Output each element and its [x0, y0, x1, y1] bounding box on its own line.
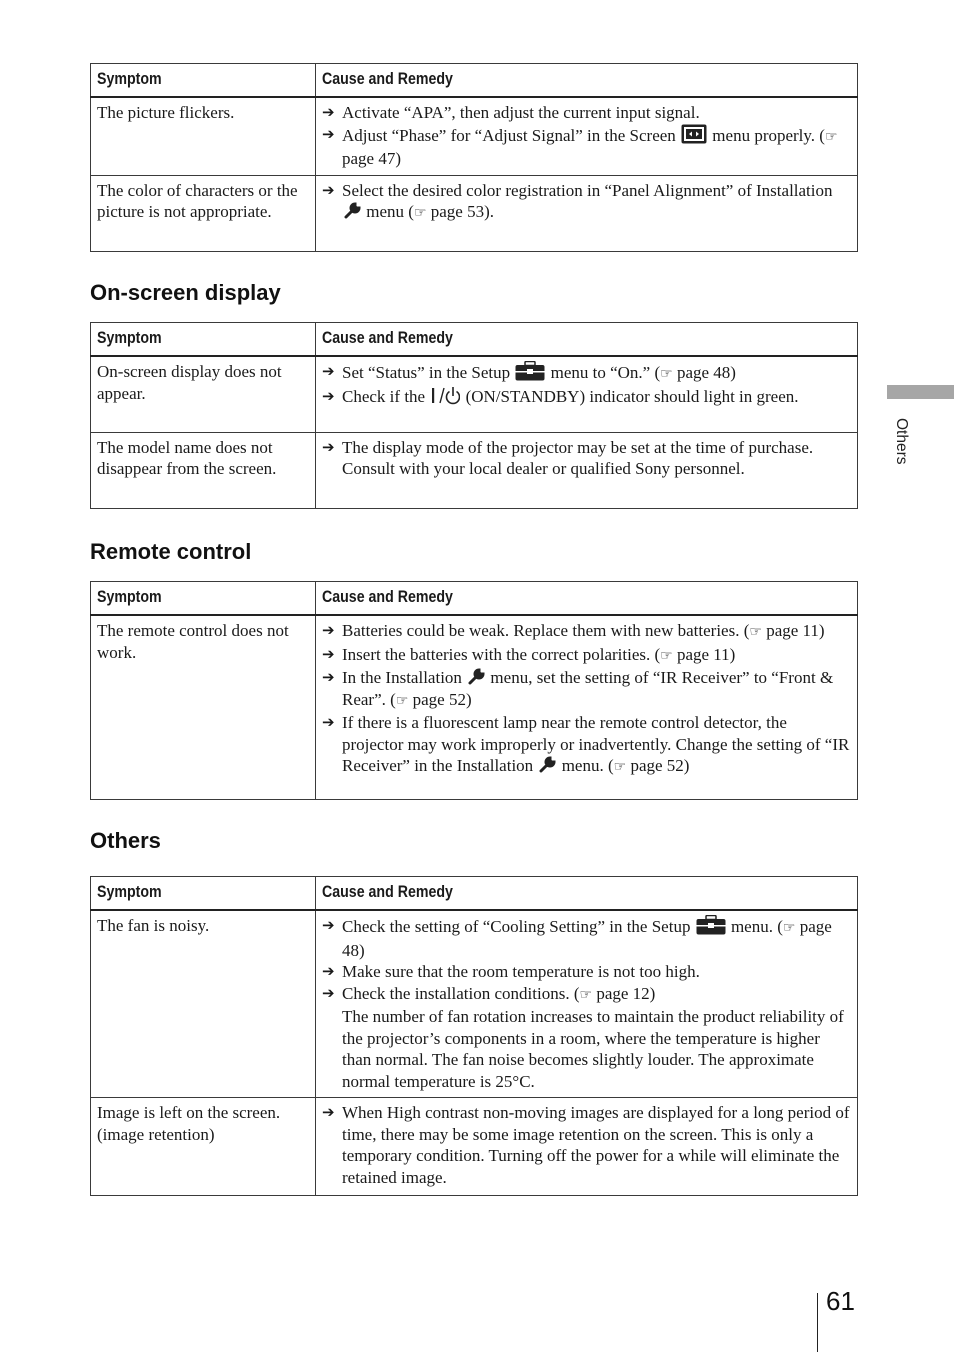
table-row: [91, 615, 858, 799]
table-row: [91, 1098, 858, 1196]
on-screen-display-table: [90, 322, 858, 509]
symptom-cell: On-screen display does not appear.: [91, 356, 316, 432]
symptom-header: Symptom: [91, 64, 316, 98]
arrow-icon: ➔: [322, 1103, 335, 1121]
page-reference-icon: ☞: [579, 986, 593, 1003]
cause-cell: [316, 1098, 858, 1196]
section-title-others: Others: [90, 828, 161, 853]
remedy-item: ➔ When High contrast non-moving images are displayed for a long period of time, there may be some image retention on the screen. This is only a temporary condition. Turning off the power for a while will eliminate the retained image.: [322, 1103, 850, 1187]
arrow-icon: ➔: [322, 362, 335, 380]
cause-header: Cause and Remedy: [316, 877, 858, 911]
cause-header: Cause and Remedy: [316, 582, 858, 616]
table-header-row: [91, 582, 858, 616]
cause-cell: [316, 432, 858, 508]
arrow-icon: ➔: [322, 713, 335, 731]
symptom-header: Symptom: [91, 323, 316, 357]
page-reference-icon: ☞: [613, 759, 627, 775]
page-reference-icon: ☞: [660, 366, 673, 382]
symptom-cell: The fan is noisy.: [91, 910, 316, 1098]
cause-cell: [316, 97, 858, 175]
table-header-row: [91, 323, 858, 357]
arrow-icon: ➔: [322, 983, 335, 1002]
section-title-remote-control: Remote control: [90, 539, 252, 564]
page-number-divider: [817, 1293, 818, 1352]
symptom-header: Symptom: [91, 582, 316, 616]
remedy-item: ➔ Insert the batteries with the correct polarities. (☞ page 11): [322, 644, 736, 664]
arrow-icon: ➔: [322, 437, 335, 456]
installation-wrench-icon: [467, 668, 485, 686]
picture-trouble-table: [90, 63, 858, 252]
remedy-note: The number of fan rotation increases to maintain the product reliability of the projector’s components in a room, where the temperature is higher than normal. The fan noise becomes slightly louder. The approximate normal temperature is 25°C.: [342, 1007, 844, 1091]
table-header-row: [91, 64, 858, 98]
cause-cell: [316, 175, 858, 251]
page-reference-icon: ☞: [660, 647, 673, 664]
remedy-item: ➔ In the Installation menu, set the setting of “IR Receiver” to “Front & Rear”. (☞ page 52): [322, 668, 834, 709]
arrow-icon: ➔: [322, 621, 335, 639]
section-side-tab: [887, 385, 954, 399]
arrow-icon: ➔: [322, 180, 335, 199]
remedy-item: ➔ Check the installation conditions. (☞ page 12): [322, 983, 656, 1003]
power-standby-icon: [430, 386, 460, 405]
remedy-item: ➔ Activate “APA”, then adjust the current input signal.: [322, 103, 700, 122]
arrow-icon: ➔: [322, 124, 335, 143]
symptom-cell: The picture flickers.: [91, 97, 316, 175]
page-reference-icon: ☞: [395, 692, 409, 709]
screen-menu-icon: [681, 124, 707, 144]
side-tab-label: Others: [893, 418, 910, 465]
cause-header: Cause and Remedy: [316, 323, 858, 357]
setup-toolbox-icon: [696, 915, 726, 935]
arrow-icon: ➔: [322, 644, 335, 663]
remedy-item: ➔ Batteries could be weak. Replace them with new batteries. (☞ page 11): [322, 621, 825, 640]
table-header-row: [91, 877, 858, 911]
table-row: [91, 910, 858, 1098]
page-reference-icon: ☞: [413, 205, 427, 221]
remedy-item: ➔ Select the desired color registration in “Panel Alignment” of Installation menu (☞ page 53).: [322, 180, 833, 221]
arrow-icon: ➔: [322, 668, 335, 686]
remedy-item: ➔ Check the setting of “Cooling Setting” in the Setup menu. (☞ page 48): [322, 916, 832, 960]
section-title-on-screen-display: On-screen display: [90, 280, 281, 305]
others-table: [90, 876, 858, 1196]
table-row: [91, 432, 858, 508]
remote-control-table: [90, 581, 858, 800]
symptom-cell: The remote control does not work.: [91, 615, 316, 799]
symptom-cell: Image is left on the screen. (image retention): [91, 1098, 316, 1196]
table-row: [91, 175, 858, 251]
cause-header: Cause and Remedy: [316, 64, 858, 98]
arrow-icon: ➔: [322, 103, 335, 121]
cause-cell: [316, 356, 858, 432]
arrow-icon: ➔: [322, 386, 335, 405]
symptom-cell: The model name does not disappear from the screen.: [91, 432, 316, 508]
arrow-icon: ➔: [322, 916, 335, 934]
installation-wrench-icon: [538, 756, 556, 774]
page-reference-icon: ☞: [824, 128, 838, 145]
remedy-item: ➔ If there is a fluorescent lamp near the remote control detector, the projector may work improperly or inadvertently. Change the setting of “IR Receiver” in the Installation menu. (☞ page 52): [322, 713, 850, 775]
page-reference-icon: ☞: [782, 920, 796, 936]
remedy-item: ➔ Adjust “Phase” for “Adjust Signal” in the Screen menu properly. (☞ page 47): [322, 124, 838, 168]
cause-cell: [316, 615, 858, 799]
remedy-item: ➔ The display mode of the projector may be set at the time of purchase. Consult with your local dealer or qualified Sony personnel.: [322, 437, 814, 478]
setup-toolbox-icon: [515, 361, 545, 381]
page-reference-icon: ☞: [749, 624, 762, 640]
table-row: [91, 97, 858, 175]
symptom-cell: The color of characters or the picture is not appropriate.: [91, 175, 316, 251]
cause-cell: [316, 910, 858, 1098]
page-number: 61: [826, 1286, 855, 1316]
table-row: [91, 356, 858, 432]
symptom-header: Symptom: [91, 877, 316, 911]
remedy-item: ➔ Make sure that the room temperature is not too high.: [322, 962, 700, 981]
arrow-icon: ➔: [322, 962, 335, 980]
remedy-item: ➔ Check if the (ON/STANDBY) indicator should light in green.: [322, 386, 799, 406]
remedy-item: ➔ Set “Status” in the Setup menu to “On.” (☞ page 48): [322, 362, 736, 382]
installation-wrench-icon: [343, 202, 361, 220]
